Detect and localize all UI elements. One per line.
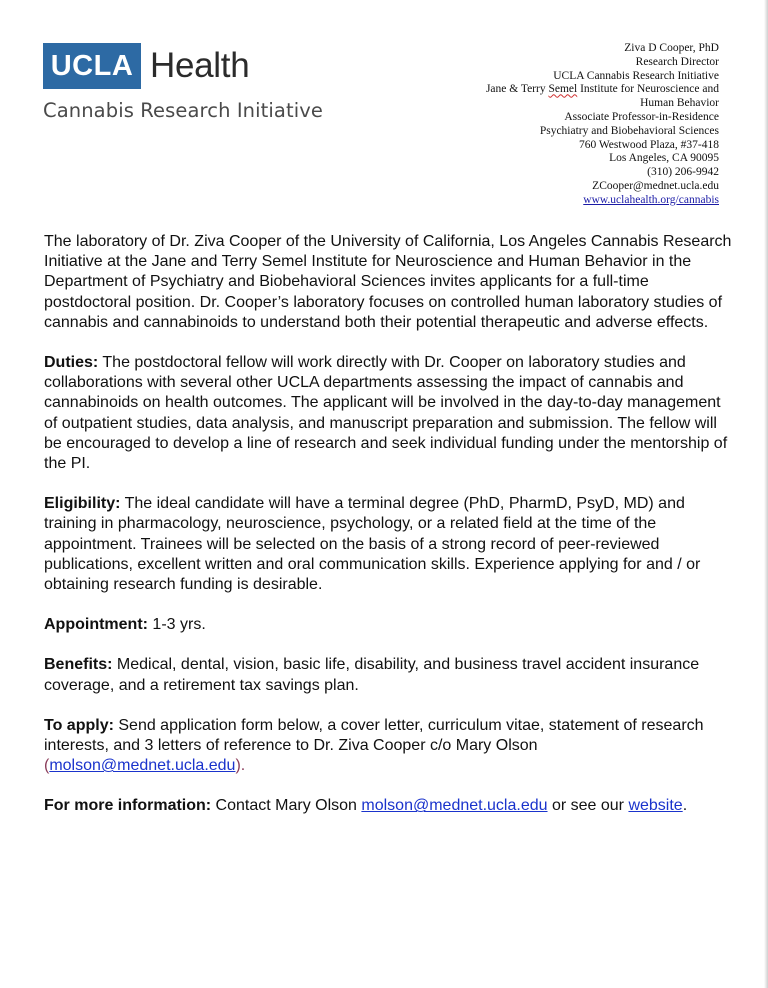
- info-text-2: or see our: [547, 797, 629, 815]
- benefits-paragraph: [44, 655, 734, 695]
- contact-website-link[interactable]: www.uclahealth.org/cannabis: [583, 193, 719, 206]
- appointment-label: Appointment:: [44, 616, 148, 634]
- website-link[interactable]: website: [628, 797, 683, 815]
- contact-department: Psychiatry and Biobehavioral Sciences: [539, 124, 719, 137]
- ucla-logo-box: UCLA: [43, 43, 141, 89]
- appointment-paragraph: [44, 615, 734, 635]
- info-end: .: [682, 797, 688, 815]
- benefits-text: Medical, dental, vision, basic life, disability, and business travel accident insurance coverage, and a retirement tax savings plan.: [44, 656, 700, 694]
- contact-institute-line2: Human Behavior: [640, 97, 719, 110]
- apply-text: Send application form below, a cover letter, curriculum vitae, statement of research interests, and 3 letters of reference to Dr. Ziva Cooper c/o Mary Olson: [44, 716, 704, 755]
- contact-phone: (310) 206-9942: [647, 166, 719, 179]
- contact-institute-suffix: Institute for Neuroscience and: [577, 83, 719, 96]
- eligibility-text: The ideal candidate will have a terminal degree (PhD, PharmD, PsyD, MD) and training in pharmacology, neuroscience, psychology, or a related field at the time of the appointment. Trainees will be selected on the basis of a strong record of peer-reviewed publications, excellent written and oral communication skills. Experience applying for and / or obtaining research funding is desirable.: [44, 495, 701, 594]
- info-label: For more information:: [44, 797, 212, 815]
- duties-label: Duties:: [44, 354, 99, 372]
- apply-paragraph: [44, 716, 734, 777]
- apply-close-paren: ).: [235, 757, 246, 775]
- intro-paragraph: The laboratory of Dr. Ziva Cooper of the University of California, Los Angeles Cannabis Research Initiative at the Jane and Terry Semel Institute for Neuroscience and Human Behavior in the Department of Psychiatry and Biobehavioral Sciences invites applicants for a full-time postdoctoral position. Dr. Cooper’s laboratory focuses on controlled human laboratory studies of cannabis and cannabinoids to understand both their potential therapeutic and adverse effects.: [44, 233, 732, 331]
- info-text: Contact Mary Olson: [211, 797, 362, 815]
- contact-block: [399, 42, 719, 208]
- appointment-text: 1-3 yrs.: [147, 616, 206, 634]
- page-edge-shadow: [764, 0, 768, 988]
- info-email-link[interactable]: molson@mednet.ucla.edu: [361, 797, 548, 815]
- contact-org: UCLA Cannabis Research Initiative: [553, 69, 719, 82]
- contact-city: Los Angeles, CA 90095: [609, 152, 719, 165]
- contact-institute: [399, 83, 719, 97]
- info-paragraph: [44, 796, 734, 816]
- contact-email: ZCooper@mednet.ucla.edu: [592, 179, 719, 192]
- contact-name: Ziva D Cooper, PhD: [624, 42, 719, 54]
- apply-label: To apply:: [44, 716, 114, 734]
- eligibility-paragraph: [44, 494, 734, 595]
- benefits-label: Benefits:: [44, 656, 113, 674]
- logo-subtitle: Cannabis Research Initiative: [43, 99, 323, 122]
- duties-text: The postdoctoral fellow will work directly with Dr. Cooper on laboratory studies and collaborations with several other UCLA departments assessing the impact of cannabis and cannabinoids on health outcomes. The applicant will be involved in the day-to-day management of outpatient studies, data analysis, and manuscript preparation and submission. The fellow will be encouraged to develop a line of research and seek individual funding under the mentorship of the PI.: [44, 354, 728, 473]
- eligibility-label: Eligibility:: [44, 495, 121, 513]
- contact-institute-prefix: Jane & Terry: [485, 83, 549, 96]
- apply-open-paren: (: [44, 757, 50, 775]
- contact-title: Research Director: [635, 55, 719, 68]
- contact-institute-semel: Semel: [548, 83, 578, 96]
- document-body: [44, 232, 734, 837]
- ucla-health-logo: [43, 43, 249, 89]
- contact-address: 760 Westwood Plaza, #37-418: [578, 138, 719, 151]
- health-wordmark: Health: [150, 46, 250, 85]
- duties-paragraph: [44, 353, 734, 474]
- contact-position: Associate Professor-in-Residence: [564, 110, 719, 123]
- apply-email-link[interactable]: molson@mednet.ucla.edu: [49, 757, 236, 775]
